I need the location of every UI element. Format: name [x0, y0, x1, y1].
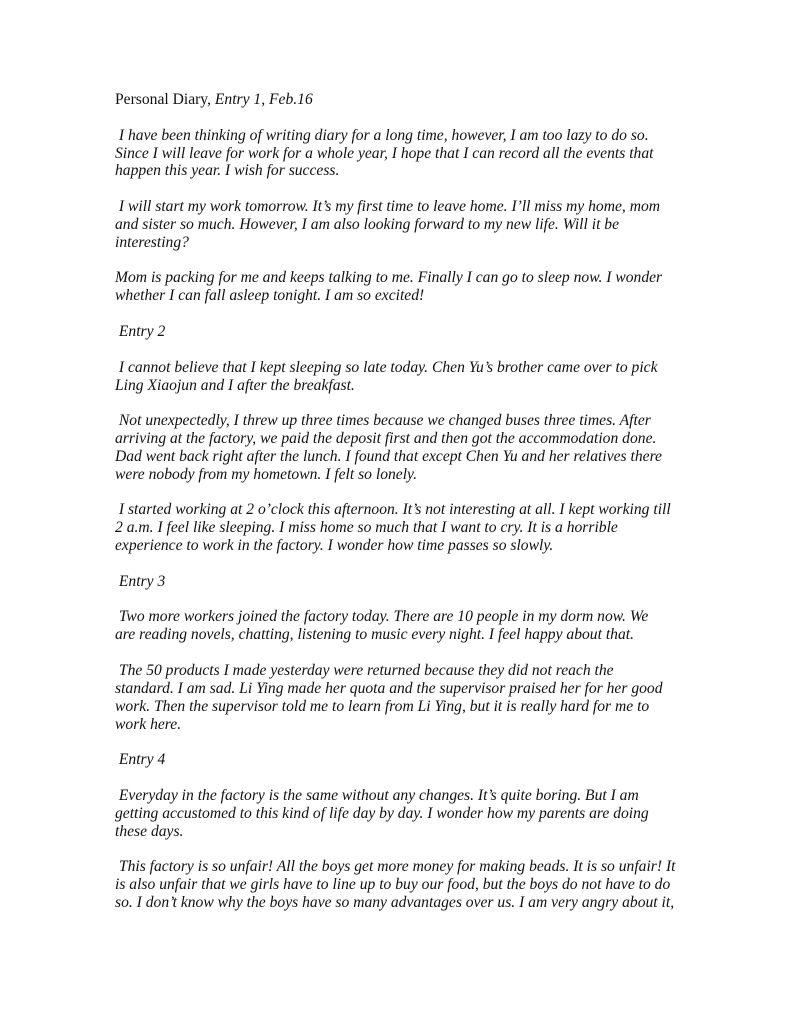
text-line: 2 a.m. I feel like sleeping. I miss home so much that I want to cry. It is a horrible [115, 519, 618, 537]
text-line: these days. [115, 822, 184, 840]
diary-paragraph [115, 198, 715, 252]
paragraph-gap [115, 769, 715, 787]
text-line: experience to work in the factory. I wonder how time passes so slowly. [115, 537, 554, 555]
paragraph-gap [115, 394, 715, 412]
diary-paragraph [115, 787, 715, 841]
document-page [115, 91, 715, 912]
text-line: whether I can fall asleep tonight. I am so excited! [115, 287, 425, 305]
text-line: so. I don’t know why the boys have so many advantages over us. I am very angry about it, [115, 893, 675, 911]
text-line: I will start my work tomorrow. It’s my first time to leave home. I’ll miss my home, mom [115, 198, 661, 216]
text-line: I started working at 2 o’clock this afternoon. It’s not interesting at all. I kept working till [115, 501, 671, 519]
paragraph-gap [115, 252, 715, 270]
text-line: The 50 products I made yesterday were returned because they did not reach the [115, 662, 614, 679]
text-line: and sister so much. However, I am also looking forward to my new life. Will it be [115, 215, 620, 233]
title-plain: Personal Diary, [115, 91, 215, 108]
paragraph-gap [115, 591, 715, 609]
text-line: I have been thinking of writing diary for a long time, however, I am too lazy to do so. [115, 126, 649, 144]
text-line: work. Then the supervisor told me to learn from Li Ying, but it is really hard for me to [115, 697, 650, 715]
text-line: Two more workers joined the factory today. There are 10 people in my dorm now. We [115, 608, 649, 626]
paragraph-gap [115, 305, 715, 323]
text-line: is also unfair that we girls have to line up to buy our food, but the boys do not have to do [115, 876, 671, 894]
paragraph-gap [115, 484, 715, 502]
paragraph-gap [115, 109, 715, 127]
diary-paragraph [115, 662, 715, 733]
text-line: happen this year. I wish for success. [115, 162, 340, 180]
diary-body [115, 109, 715, 912]
text-line: Entry 4 [115, 751, 166, 769]
text-line: Entry 3 [115, 572, 166, 590]
text-line: Mom is packing for me and keeps talking to me. Finally I can go to sleep now. I wonder [115, 269, 663, 287]
text-line: Everyday in the factory is the same without any changes. It’s quite boring. But I am [115, 786, 639, 804]
paragraph-gap [115, 555, 715, 573]
text-line: This factory is so unfair! All the boys get more money for making beads. It is so unfair! It [115, 858, 676, 876]
text-line: standard. I am sad. Li Ying made her quota and the supervisor praised her for her good [115, 679, 663, 697]
text-line: getting accustomed to this kind of life day by day. I wonder how my parents are doing [115, 804, 649, 822]
text-line: Since I will leave for work for a whole year, I hope that I can record all the events that [115, 144, 654, 162]
entry-heading [115, 751, 715, 769]
text-line: interesting? [115, 233, 189, 251]
diary-paragraph [115, 127, 715, 181]
diary-paragraph [115, 501, 715, 555]
text-line: Dad went back right after the lunch. I found that except Chen Yu and her relatives there [115, 447, 662, 465]
diary-paragraph [115, 858, 715, 912]
paragraph-gap [115, 644, 715, 662]
text-line: Ling Xiaojun and I after the breakfast. [115, 376, 355, 394]
diary-paragraph [115, 412, 715, 483]
entry-heading [115, 323, 715, 341]
entry-heading [115, 573, 715, 591]
text-line: work here. [115, 715, 182, 733]
text-line: were nobody from my hometown. I felt so lonely. [115, 465, 418, 483]
document-title [115, 91, 715, 109]
text-line: arriving at the factory, we paid the deposit first and then got the accommodation done. [115, 430, 657, 448]
title-entry: Entry 1, Feb.16 [214, 91, 313, 108]
paragraph-gap [115, 180, 715, 198]
text-line: Not unexpectedly, I threw up three times because we changed buses three times. After [115, 412, 651, 430]
text-line: Entry 2 [115, 322, 166, 340]
text-line: are reading novels, chatting, listening to music every night. I feel happy about that. [115, 626, 634, 644]
paragraph-gap [115, 840, 715, 858]
text-line: I cannot believe that I kept sleeping so late today. Chen Yu’s brother came over to pick [115, 358, 658, 376]
diary-paragraph [115, 608, 715, 644]
paragraph-gap [115, 341, 715, 359]
diary-paragraph [115, 269, 715, 305]
paragraph-gap [115, 733, 715, 751]
diary-paragraph [115, 359, 715, 395]
